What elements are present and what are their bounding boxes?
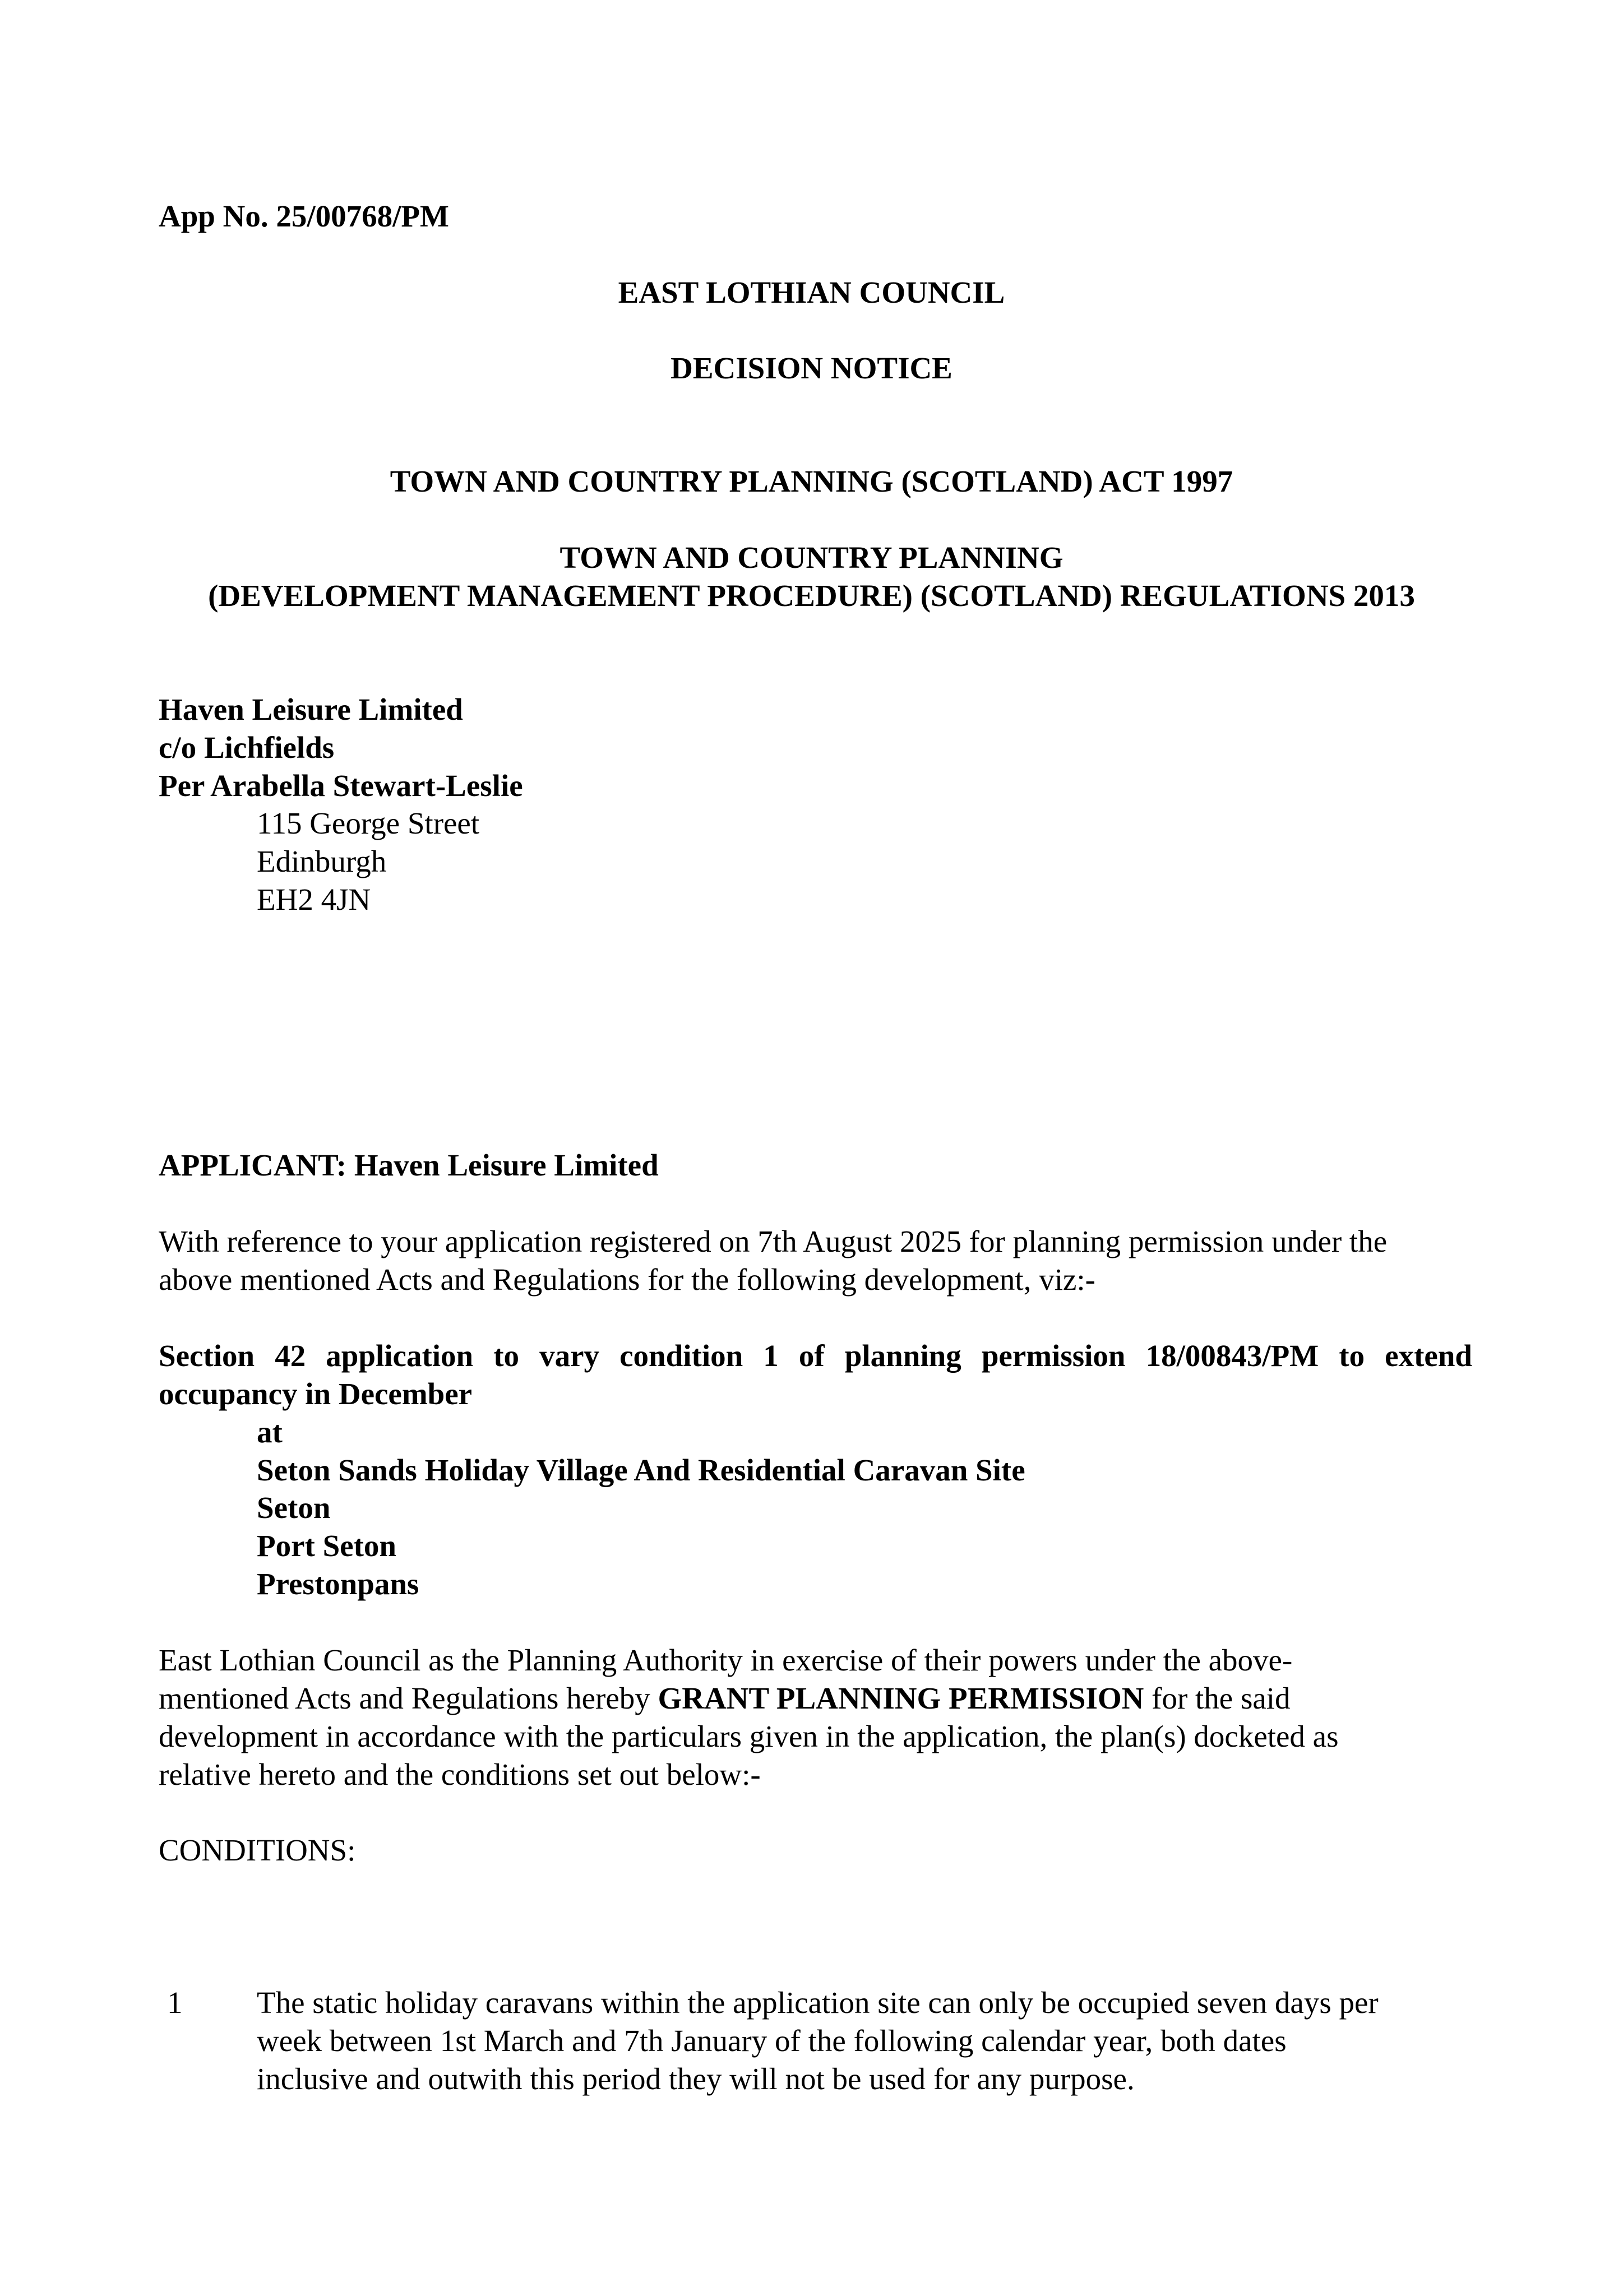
conditions-heading: CONDITIONS: [159,1833,356,1867]
grant-line-2-after: for the said [1144,1681,1291,1715]
site-locality: Seton [257,1490,331,1525]
reference-line-2: above mentioned Acts and Regulations for the following development, viz:- [159,1262,1096,1297]
site-name: Seton Sands Holiday Village And Residential Caravan Site [257,1453,1025,1487]
addressee-per: Per Arabella Stewart-Leslie [159,769,523,803]
regulations-heading-line1: TOWN AND COUNTRY PLANNING [560,540,1063,575]
notice-title: DECISION NOTICE [671,351,952,385]
council-name: EAST LOTHIAN COUNCIL [618,275,1005,309]
reference-line-1: With reference to your application registered on 7th August 2025 for planning permission under the [159,1224,1388,1258]
applicant-line: APPLICANT: Haven Leisure Limited [159,1148,659,1182]
grant-line-2 [159,1679,1291,1718]
grant-planning-permission: GRANT PLANNING PERMISSION [658,1681,1144,1715]
addressee-postcode: EH2 4JN [257,882,371,916]
condition-number: 1 [167,1985,183,2020]
addressee-street: 115 George Street [257,806,480,840]
development-line-1: Section 42 application to vary condition 1 of planning permission 18/00843/PM to extend [159,1339,1472,1373]
grant-line-2-before: mentioned Acts and Regulations hereby [159,1681,658,1715]
condition-line-2: week between 1st March and 7th January of the following calendar year, both dates [257,2024,1287,2058]
grant-line-1: East Lothian Council as the Planning Authority in exercise of their powers under the above- [159,1643,1293,1677]
addressee-city: Edinburgh [257,844,387,878]
development-at: at [257,1415,283,1449]
site-town: Port Seton [257,1529,396,1563]
development-line-2: occupancy in December [159,1377,473,1411]
condition-line-1: The static holiday caravans within the application site can only be occupied seven days per [257,1985,1379,2020]
site-area: Prestonpans [257,1567,419,1601]
grant-line-3: development in accordance with the particulars given in the application, the plan(s) docketed as [159,1719,1339,1753]
regulations-heading-line2: (DEVELOPMENT MANAGEMENT PROCEDURE) (SCOTLAND) REGULATIONS 2013 [208,578,1415,613]
addressee-name: Haven Leisure Limited [159,692,463,726]
act-heading: TOWN AND COUNTRY PLANNING (SCOTLAND) ACT 1997 [390,464,1233,498]
condition-line-3: inclusive and outwith this period they will not be used for any purpose. [257,2062,1135,2096]
addressee-care-of: c/o Lichfields [159,730,335,765]
application-number: App No. 25/00768/PM [159,199,449,233]
grant-line-4: relative hereto and the conditions set out below:- [159,1757,761,1792]
